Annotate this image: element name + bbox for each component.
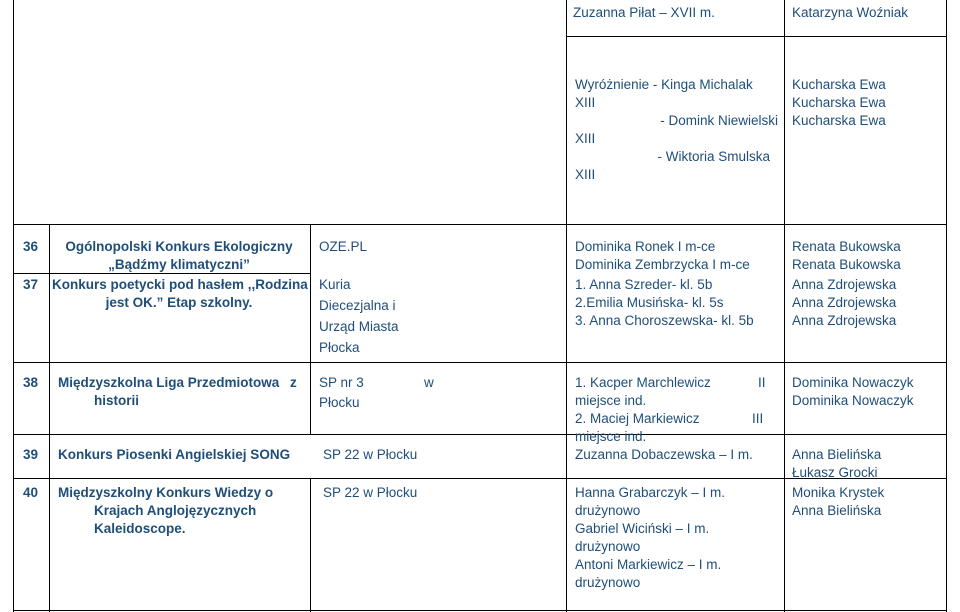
result-line: Dominika Ronek I m-ce	[575, 239, 716, 254]
result-line: 3. Anna Choroszewska- kl. 5b	[575, 313, 754, 328]
organizer: OZE.PL	[319, 239, 368, 254]
teacher-name: Renata Bukowska	[792, 239, 901, 254]
award-line: - Domink Niewielski	[660, 113, 778, 128]
teacher-name: Anna Bielińska	[792, 447, 882, 462]
row-number: 39	[23, 447, 39, 462]
teacher-name: Monika Krystek	[792, 485, 885, 500]
teacher-name: Kucharska Ewa	[792, 95, 886, 110]
teacher-name: Kucharska Ewa	[792, 77, 886, 92]
competition-name: Kaleidoscope.	[94, 521, 186, 536]
result-line: 1. Kacper Marchlewicz	[575, 375, 711, 390]
result-line: Hanna Grabarczyk – I m.	[575, 485, 726, 500]
row-divider-e	[13, 434, 947, 435]
row-number: 40	[23, 485, 39, 500]
table-border-left	[13, 0, 14, 612]
organizer: Płocka	[319, 340, 360, 355]
competition-name: Konkurs poetycki pod hasłem ,,Rodzina	[52, 277, 308, 292]
competition-name: Krajach Anglojęzycznych	[94, 503, 257, 518]
result-line: 2.Emilia Musińska- kl. 5s	[575, 295, 724, 310]
teacher-name: Dominika Nowaczyk	[792, 393, 914, 408]
column-divider-3	[566, 0, 567, 612]
organizer: Diecezjalna i	[319, 298, 396, 313]
organizer: SP nr 3	[319, 375, 364, 390]
result-line: Dominika Zembrzycka I m-ce	[575, 257, 750, 272]
teacher-name: Anna Zdrojewska	[792, 295, 897, 310]
place-label: III	[752, 411, 764, 426]
result-line: drużynowo	[575, 575, 641, 590]
teacher-top-row1: Katarzyna Woźniak	[792, 5, 909, 20]
column-divider-2b	[310, 478, 311, 612]
teacher-name: Kucharska Ewa	[792, 113, 886, 128]
competition-name: Międzyszkolny Konkurs Wiedzy o	[58, 485, 274, 500]
result-line: miejsce ind.	[575, 429, 647, 444]
teacher-name: Łukasz Grocki	[792, 465, 878, 480]
result-line: Antoni Markiewicz – I m.	[575, 557, 722, 572]
result-line: Gabriel Wiciński – I m.	[575, 521, 710, 536]
class-line: XIII	[575, 95, 596, 110]
result-top-row1: Zuzanna Piłat – XVII m.	[573, 5, 715, 20]
table-border-right	[946, 0, 947, 612]
teacher-name: Renata Bukowska	[792, 257, 901, 272]
competition-name: „Bądźmy klimatyczni”	[108, 257, 250, 272]
column-divider-4	[784, 0, 785, 612]
organizer: Urząd Miasta	[319, 319, 399, 334]
row-divider-d	[13, 362, 947, 363]
result-line: 1. Anna Szreder- kl. 5b	[575, 277, 713, 292]
result-line: 2. Maciej Markiewicz	[575, 411, 700, 426]
organizer: Płocku	[319, 395, 360, 410]
competition-name: historii	[94, 393, 140, 408]
column-divider-2	[310, 224, 311, 434]
competition-name: Konkurs Piosenki Angielskiej SONG	[58, 447, 291, 462]
organizer: w	[424, 375, 434, 390]
award-line: Wyróżnienie - Kinga Michalak	[575, 77, 753, 92]
organizer: Kuria	[319, 277, 351, 292]
competition-name: jest OK.” Etap szkolny.	[105, 295, 253, 310]
organizer: SP 22 w Płocku	[323, 447, 418, 462]
teacher-name: Dominika Nowaczyk	[792, 375, 914, 390]
teacher-name: Anna Zdrojewska	[792, 313, 897, 328]
organizer: SP 22 w Płocku	[323, 485, 418, 500]
row-number: 36	[23, 239, 39, 254]
teacher-name: Anna Zdrojewska	[792, 277, 897, 292]
row-divider-a	[566, 36, 947, 37]
class-line: XIII	[575, 131, 596, 146]
row-number: 38	[23, 375, 39, 390]
place-label: II	[758, 375, 766, 390]
table-border-bottom	[13, 610, 947, 611]
row-number: 37	[23, 277, 39, 292]
column-divider-1	[49, 224, 50, 612]
award-line: - Wiktoria Smulska	[657, 149, 770, 164]
competition-name: Międzyszkolna Liga Przedmiotowa	[58, 375, 280, 390]
class-line: XIII	[575, 167, 596, 182]
competition-name: z	[290, 375, 297, 390]
row-divider-b	[13, 224, 947, 225]
result-line: Zuzanna Dobaczewska – I m.	[575, 447, 753, 462]
result-line: drużynowo	[575, 503, 641, 518]
result-line: miejsce ind.	[575, 393, 647, 408]
teacher-name: Anna Bielińska	[792, 503, 882, 518]
result-line: drużynowo	[575, 539, 641, 554]
competition-name: Ogólnopolski Konkurs Ekologiczny	[65, 239, 293, 254]
